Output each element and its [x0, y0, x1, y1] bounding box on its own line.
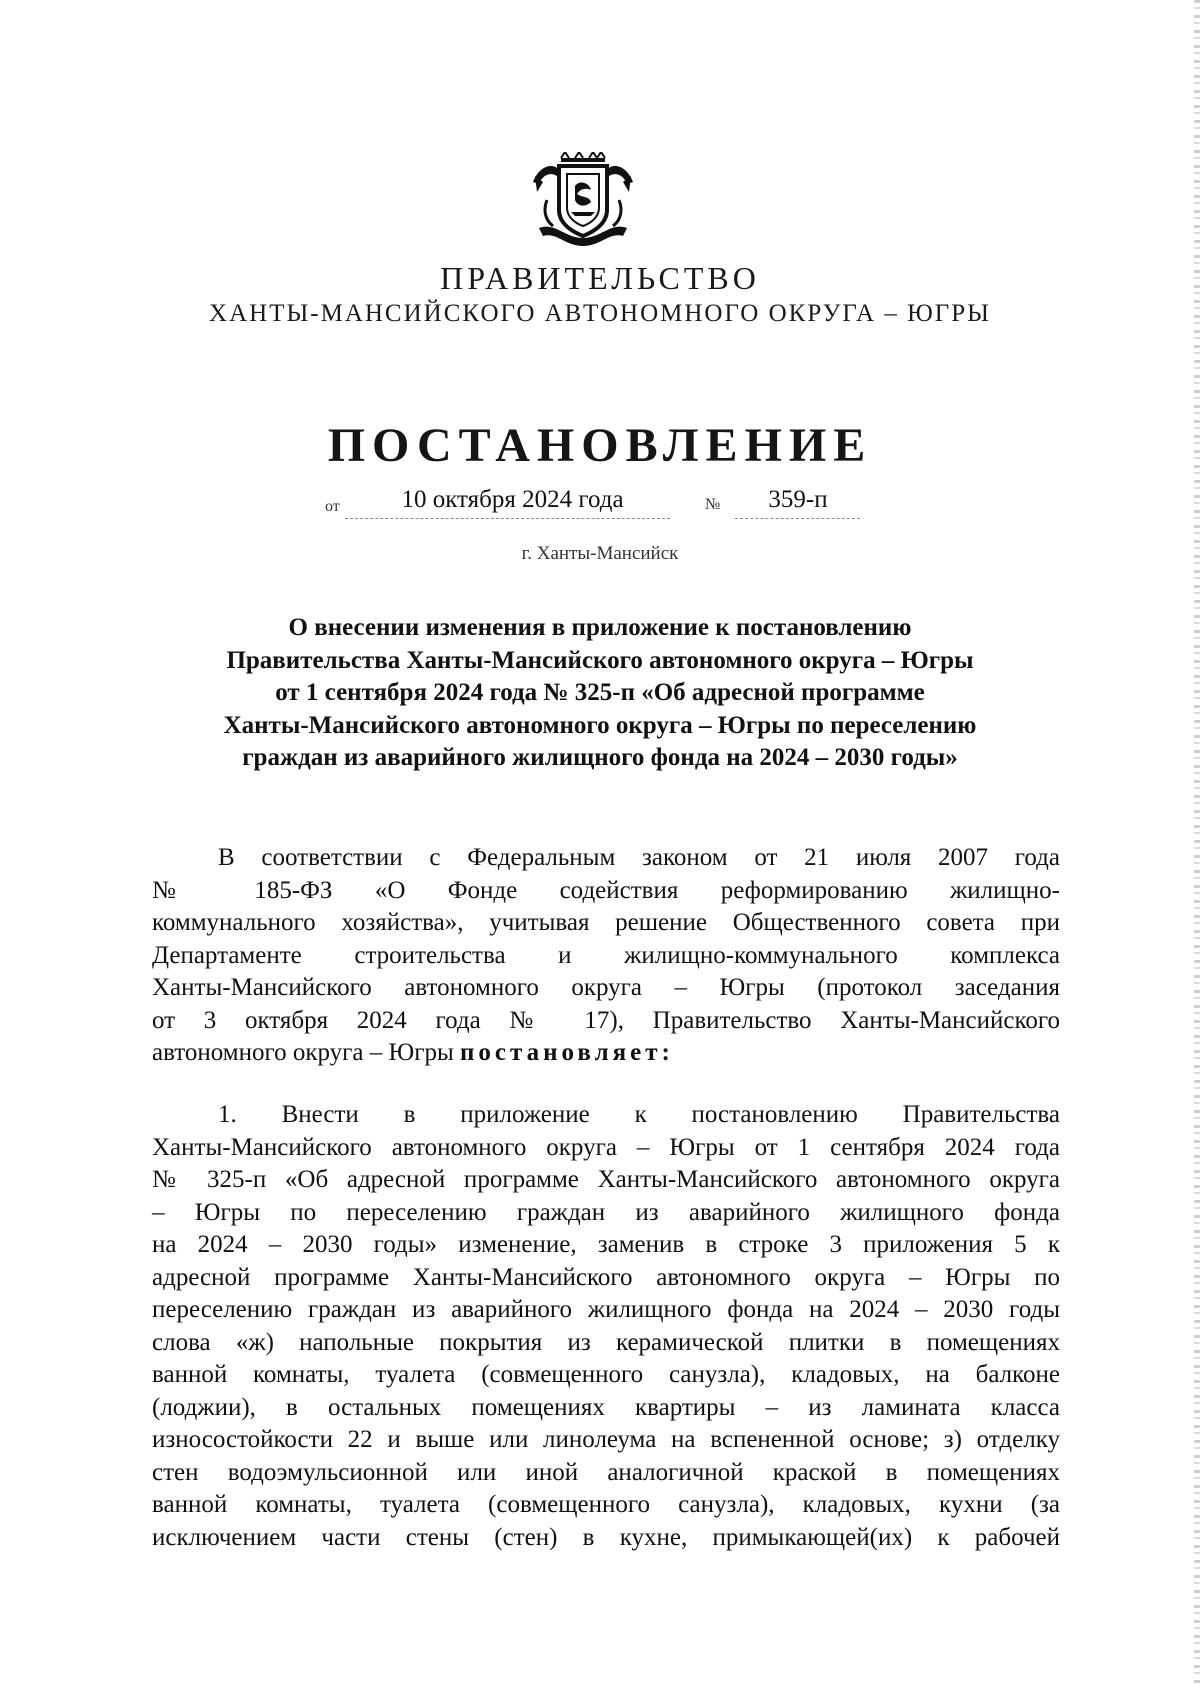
preamble-line: Департаменте строительства и жилищно-коммунального комплекса — [152, 941, 1060, 969]
paragraph-1-line: исключением части стены (стен) в кухне, примыкающей(их) к рабочей — [152, 1523, 1060, 1551]
paragraph-1-line: износостойкости 22 и выше или линолеума на вспененной основе; з) отделку — [152, 1426, 1060, 1453]
preamble-line: от 3 октября 2024 года № 17), Правительство Ханты-Мансийского — [152, 1006, 1060, 1034]
coat-of-arms-emblem — [531, 152, 635, 250]
paragraph-1-line: на 2024 – 2030 годы» изменение, заменив в строке 3 приложения 5 к — [152, 1231, 1060, 1258]
document-heading — [150, 612, 1050, 775]
paragraph-1 — [152, 1099, 1060, 1554]
date-label: от — [325, 498, 340, 515]
heading-line: граждан из аварийного жилищного фонда на 2024 – 2030 годы» — [242, 744, 958, 771]
paragraph-1-line: адресной программе Ханты-Мансийского автономного округа – Югры по — [152, 1263, 1060, 1291]
heading-line: Правительства Ханты-Мансийского автономного округа – Югры — [226, 646, 974, 674]
paragraph-1-line: 1. Внести в приложение к постановлению Правительства — [218, 1101, 1060, 1128]
preamble-line: В соответствии с Федеральным законом от 21 июля 2007 года — [218, 844, 1060, 871]
government-title: ПРАВИТЕЛЬСТВО — [440, 260, 760, 296]
document-date: 10 октября 2024 года — [401, 486, 624, 513]
paragraph-1-line: стен водоэмульсионной или иной аналогичной краской в помещениях — [152, 1458, 1060, 1486]
preamble-line: коммунального хозяйства», учитывая решение Общественного совета при — [152, 909, 1060, 936]
preamble-last-line — [152, 1037, 1060, 1070]
paragraph-1-line: слова «ж) напольные покрытия из керамической плитки в помещениях — [152, 1328, 1060, 1356]
paragraph-1-line: переселению граждан из аварийного жилищного фонда на 2024 – 2030 годы — [152, 1296, 1060, 1323]
paragraph-1-line: ванной комнаты, туалета (совмещенного санузла), кладовых, на балконе — [152, 1361, 1060, 1388]
paragraph-1-line: Ханты-Мансийского автономного округа – Югры от 1 сентября 2024 года — [152, 1133, 1060, 1161]
date-underline — [345, 518, 670, 519]
document-number: 359-п — [768, 486, 828, 513]
preamble-line: № 185-ФЗ «О Фонде содействия реформированию жилищно- — [152, 876, 1060, 904]
scan-edge — [1194, 0, 1200, 1686]
heading-line: от 1 сентября 2024 года № 325-п «Об адресной программе — [275, 679, 925, 706]
preamble-paragraph — [152, 842, 1060, 1070]
date-number-line — [0, 486, 1200, 526]
number-underline — [735, 518, 860, 519]
decree-word: постановляет: — [460, 1039, 674, 1066]
paragraph-1-line: ванной комнаты, туалета (совмещенного санузла), кладовых, кухни (за — [152, 1491, 1060, 1518]
paragraph-1-line: № 325-п «Об адресной программе Ханты-Мансийского автономного округа — [152, 1166, 1060, 1193]
document-type: ПОСТАНОВЛЕНИЕ — [327, 419, 873, 472]
heading-line: О внесении изменения в приложение к постановлению — [288, 614, 912, 641]
heading-line: Ханты-Мансийского автономного округа – Югры по переселению — [223, 711, 977, 739]
paragraph-1-line: – Югры по переселению граждан из аварийного жилищного фонда — [152, 1198, 1060, 1226]
number-label: № — [705, 496, 721, 513]
paragraph-1-line: (лоджии), в остальных помещениях квартиры – из ламината класса — [152, 1393, 1060, 1421]
preamble-line: автономного округа – Югры — [152, 1039, 454, 1066]
city: г. Ханты-Мансийск — [521, 543, 679, 564]
government-region: ХАНТЫ-МАНСИЙСКОГО АВТОНОМНОГО ОКРУГА – ЮГРЫ — [209, 300, 991, 327]
preamble-line: Ханты-Мансийского автономного округа – Югры (протокол заседания — [152, 974, 1060, 1001]
